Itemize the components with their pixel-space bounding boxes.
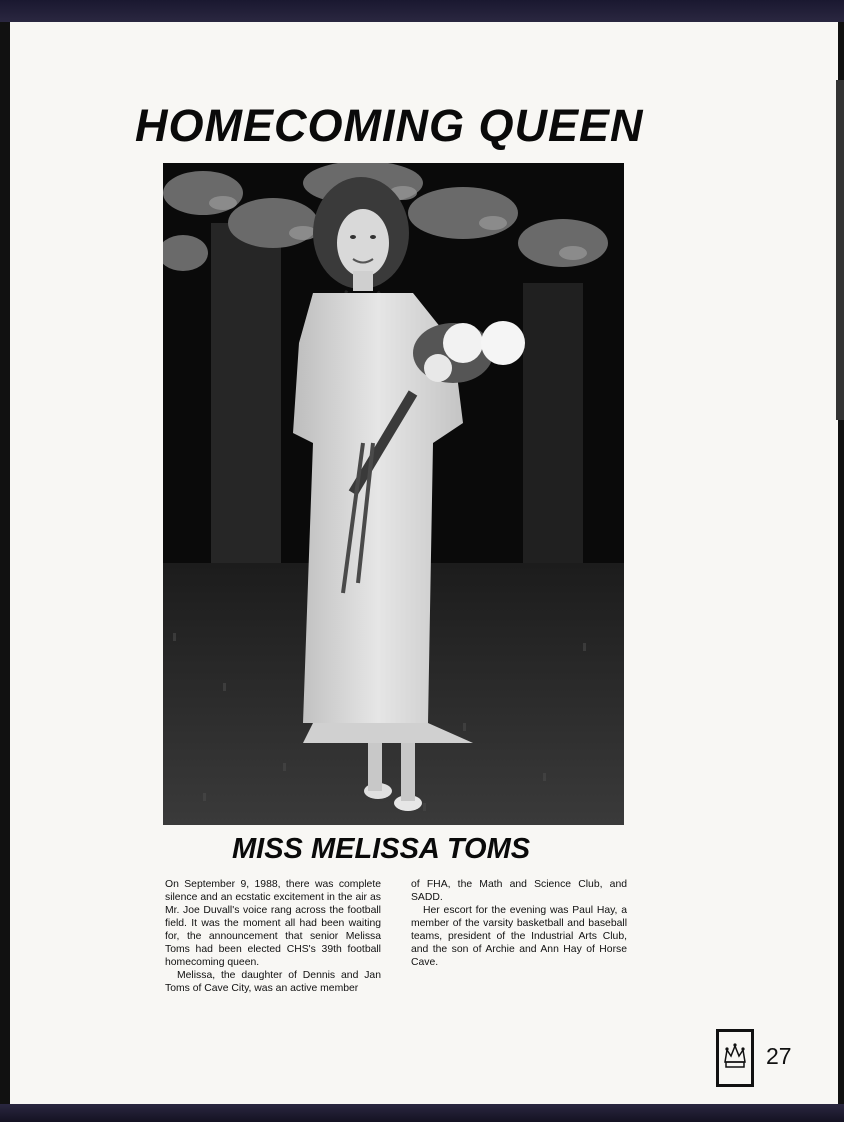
- queen-photo-illustration: [163, 163, 624, 825]
- article-paragraph: Melissa, the daughter of Dennis and Jan Toms of Cave City, was an active member: [165, 970, 381, 994]
- page-folio: [716, 1029, 806, 1087]
- article-paragraph: Her escort for the evening was Paul Hay, a member of the varsity basketball and baseball teams, president of the Industrial Arts Club, and the son of Archie and Ann Hay of Horse Cave.: [411, 905, 627, 968]
- queen-name: MISS MELISSA TOMS: [232, 833, 531, 865]
- article-paragraph: of FHA, the Math and Science Club, and SADD.: [411, 879, 627, 903]
- crown-icon: [716, 1029, 754, 1087]
- scan-border-bottom: [0, 1104, 844, 1122]
- page-number: 27: [766, 1043, 792, 1069]
- article-column-2: [411, 878, 627, 969]
- article-column-1: [165, 878, 381, 995]
- page-title: HOMECOMING QUEEN: [135, 100, 644, 151]
- article-paragraph: On September 9, 1988, there was complete silence and an ecstatic excitement in the air as Mr. Joe Duvall's voice rang across the football field. It was the moment all had been waiting for, the announcement that senior Melissa Toms had been elected CHS's 39th football homecoming queen.: [165, 879, 381, 968]
- scan-border-top: [0, 0, 844, 22]
- page-edge-shadow: [836, 80, 844, 420]
- queen-photo: [163, 163, 624, 825]
